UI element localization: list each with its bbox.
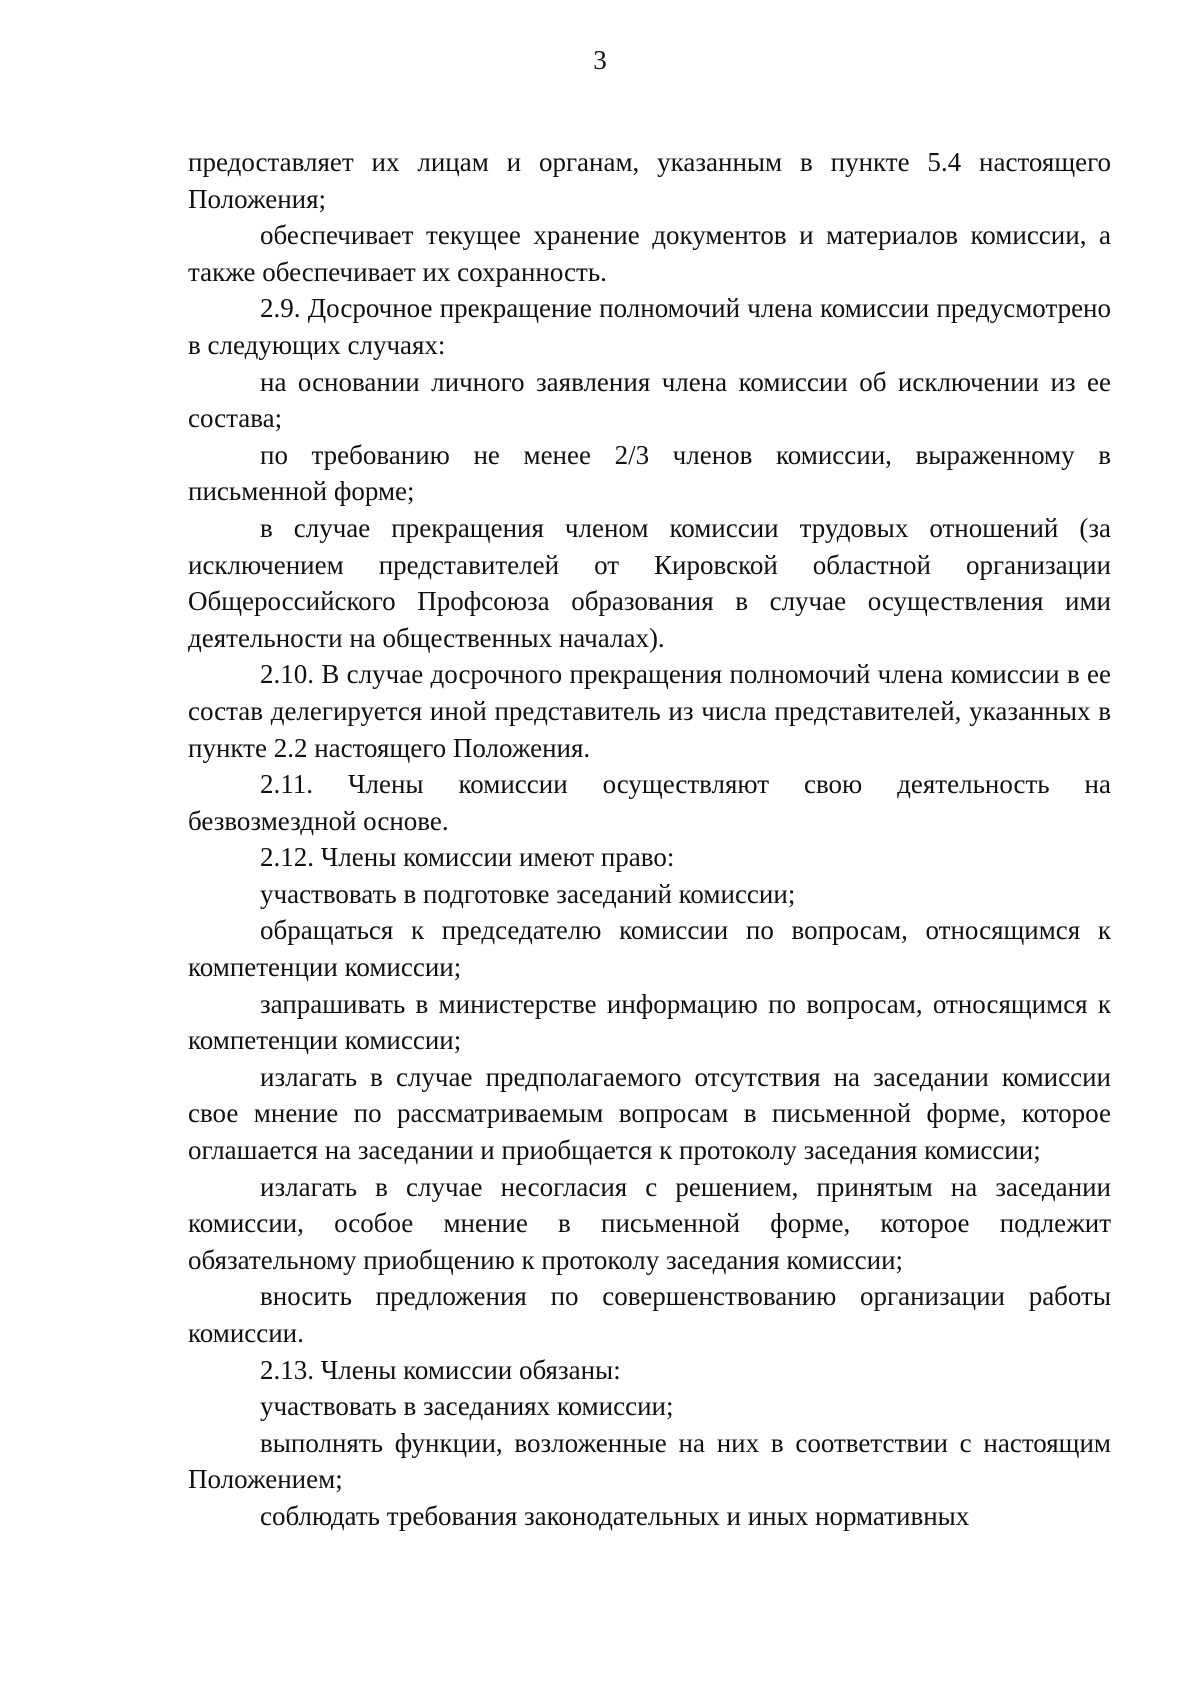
paragraph: запрашивать в министерстве информацию по вопросам, относящимся к компетенции комиссии; xyxy=(188,988,1111,1056)
paragraph: вносить предложения по совершенствованию организации работы комиссии. xyxy=(188,1281,1111,1348)
paragraph: излагать в случае несогласия с решением, принятым на заседании комиссии, особое мнение в письменной форме, которое подлежит обязательному приобщению к протоколу заседания комиссии; xyxy=(188,1171,1111,1275)
paragraph: выполнять функции, возложенные на них в соответствии с настоящим Положением; xyxy=(188,1427,1111,1495)
paragraph: на основании личного заявления члена комиссии об исключении из ее состава; xyxy=(188,366,1111,434)
paragraph: в случае прекращения членом комиссии трудовых отношений (за исключением представителей от Кировской областной организации Общероссийского Профсоюза образования в случае осуществления ими деятельности на общественных началах). xyxy=(188,512,1111,653)
paragraph: 2.10. В случае досрочного прекращения полномочий члена комиссии в ее состав делегируется иной представитель из числа представителей, указанных в пункте 2.2 настоящего Положения. xyxy=(188,659,1111,763)
paragraph: по требованию не менее 2/3 членов комиссии, выраженному в письменной форме; xyxy=(188,439,1111,507)
paragraph: 2.13. Члены комиссии обязаны: xyxy=(260,1354,621,1385)
paragraph: 2.11. Члены комиссии осуществляют свою деятельность на безвозмездной основе. xyxy=(188,769,1111,836)
document-body xyxy=(188,144,1111,1535)
paragraph: излагать в случае предполагаемого отсутствия на заседании комиссии свое мнение по рассматриваемым вопросам в письменной форме, которое оглашается на заседании и приобщается к протоколу заседания комиссии; xyxy=(188,1061,1111,1166)
paragraph: обращаться к председателю комиссии по вопросам, относящимся к компетенции комиссии; xyxy=(188,915,1111,983)
paragraph: предоставляет их лицам и органам, указанным в пункте 5.4 настоящего Положения; xyxy=(188,147,1111,214)
paragraph: 2.9. Досрочное прекращение полномочий члена комиссии предусмотрено в следующих случаях: xyxy=(188,293,1111,360)
paragraph: соблюдать требования законодательных и иных нормативных xyxy=(260,1500,970,1531)
paragraph: 2.12. Члены комиссии имеют право: xyxy=(260,842,675,873)
page-number: 3 xyxy=(593,45,607,75)
paragraph: участвовать в подготовке заседаний комиссии; xyxy=(260,878,796,909)
paragraph: участвовать в заседаниях комиссии; xyxy=(260,1391,674,1422)
paragraph: обеспечивает текущее хранение документов и материалов комиссии, а также обеспечивает их сохранность. xyxy=(188,220,1111,287)
